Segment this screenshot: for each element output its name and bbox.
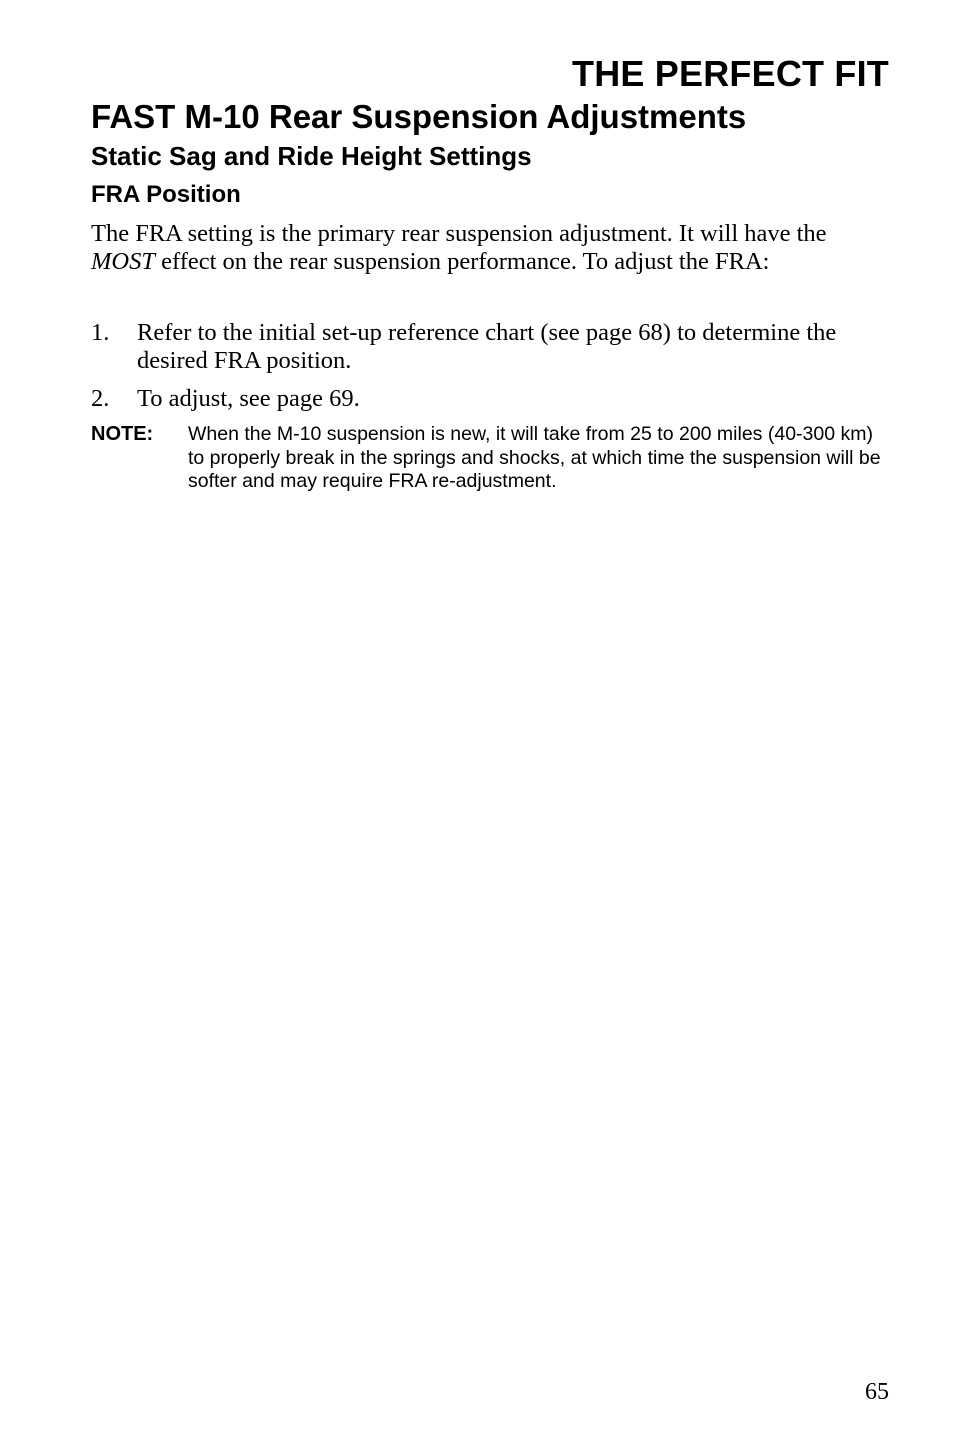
subsubsection-title: FRA Position [91, 181, 241, 208]
section-title: FAST M-10 Rear Suspension Adjustments [91, 98, 747, 135]
intro-emphasis: MOST [91, 248, 155, 275]
note-text: When the M-10 suspension is new, it will take from 25 to 200 miles (40-300 km) to properly break in the springs and shocks, at which time the suspension will be softer and may require FRA re-adjustment. [188, 423, 881, 492]
intro-text-part2: effect on the rear suspension performance. To adjust the FRA: [154, 248, 770, 275]
step-item [91, 385, 889, 413]
step-text: To adjust, see page 69. [137, 385, 360, 412]
step-text: Refer to the initial set-up reference chart (see page 68) to determine the desired FRA position. [137, 319, 837, 374]
step-item [91, 319, 889, 375]
note-block [91, 423, 889, 494]
page-number: 65 [865, 1379, 889, 1405]
intro-text-part1: The FRA setting is the primary rear suspension adjustment. It will have the [91, 220, 827, 247]
step-number: 2. [91, 385, 110, 412]
note-label: NOTE: [91, 423, 154, 445]
subsection-title: Static Sag and Ride Height Settings [91, 141, 532, 171]
step-number: 1. [91, 319, 110, 346]
running-header: THE PERFECT FIT [572, 53, 889, 94]
intro-paragraph [91, 220, 889, 276]
procedure-steps [91, 319, 889, 423]
document-page [91, 0, 889, 1454]
